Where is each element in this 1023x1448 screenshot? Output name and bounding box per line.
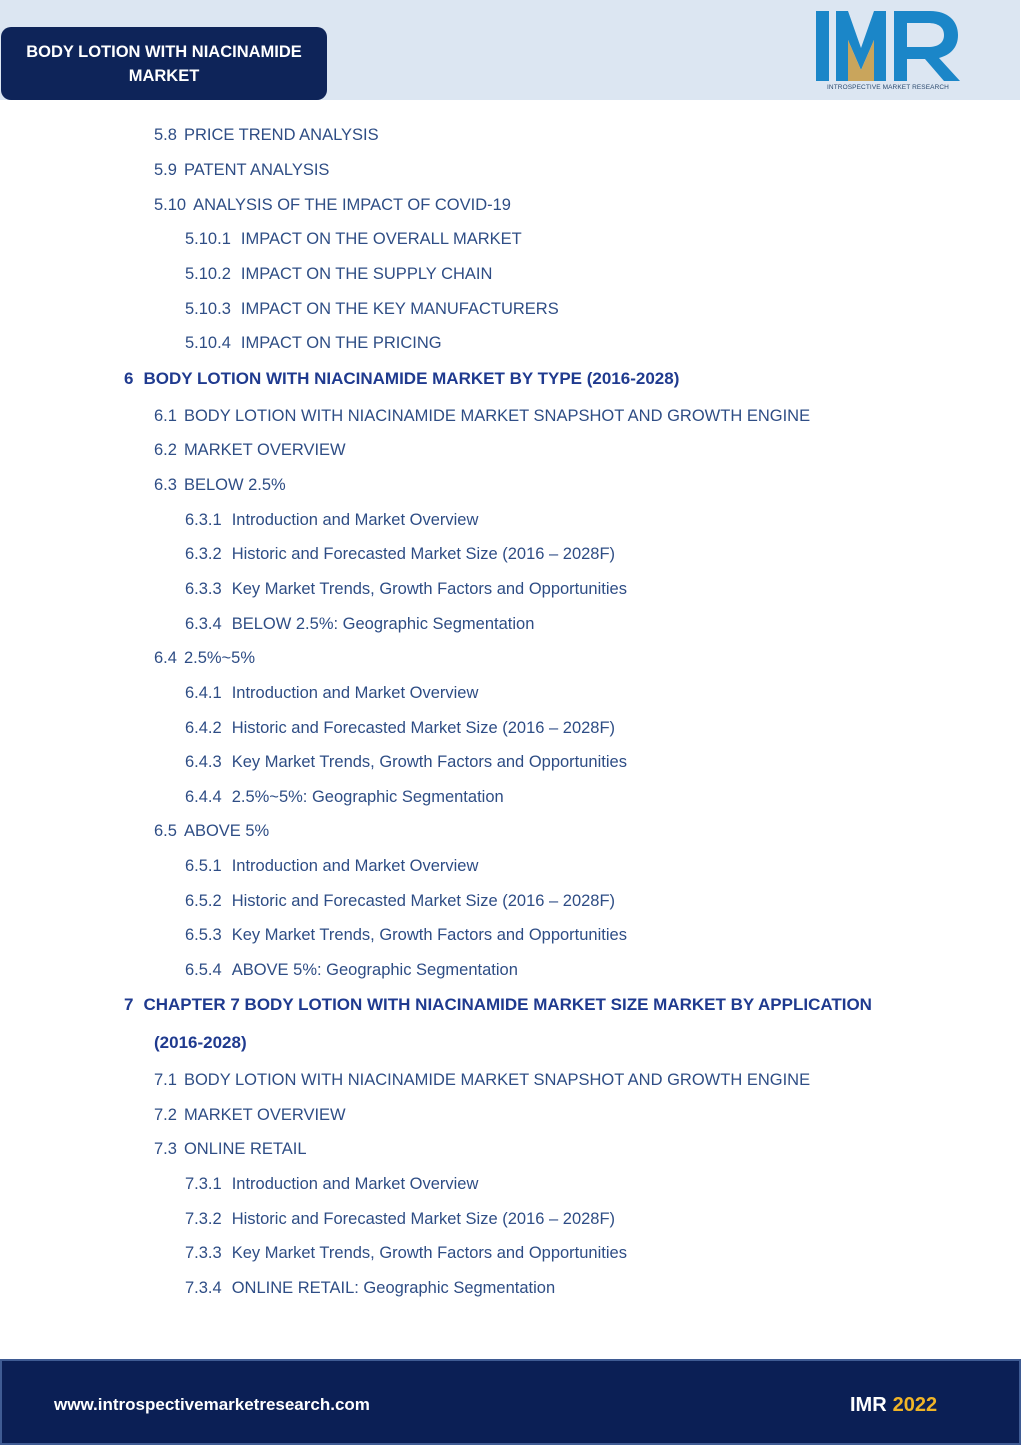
- toc-entry-title: ABOVE 5%: [183, 822, 270, 840]
- toc-entry[interactable]: [154, 474, 286, 496]
- toc-entry-title: MARKET OVERVIEW: [183, 441, 346, 459]
- toc-entry-title: 2.5%~5%: Geographic Segmentation: [231, 788, 504, 806]
- toc-entry-title: Introduction and Market Overview: [231, 1175, 479, 1193]
- toc-entry-title: Key Market Trends, Growth Factors and Opportunities: [231, 580, 627, 598]
- report-title-line1: BODY LOTION WITH NIACINAMIDE: [26, 42, 302, 61]
- toc-entry-title: Introduction and Market Overview: [231, 511, 479, 529]
- toc-entry-number: 7.2: [154, 1106, 177, 1124]
- toc-entry-title: CHAPTER 7 BODY LOTION WITH NIACINAMIDE MARKET SIZE MARKET BY APPLICATION: [143, 995, 872, 1014]
- toc-entry-number: 7.3.2: [185, 1210, 222, 1228]
- toc-entry-number: 6.4: [154, 649, 177, 667]
- toc-entry[interactable]: [154, 405, 810, 427]
- toc-entry[interactable]: [185, 1242, 627, 1264]
- toc-entry-title: BODY LOTION WITH NIACINAMIDE MARKET SNAPSHOT AND GROWTH ENGINE: [183, 1071, 811, 1089]
- toc-entry-number: 7.3.4: [185, 1279, 222, 1297]
- toc-entry[interactable]: [154, 1104, 346, 1126]
- toc-entry-number: 7.3.3: [185, 1244, 222, 1262]
- toc-entry-number: 6.3.3: [185, 580, 222, 598]
- toc-entry[interactable]: [185, 543, 615, 565]
- toc-entry-number: 5.10.1: [185, 230, 231, 248]
- toc-entry-number: 6.5.2: [185, 892, 222, 910]
- report-title-box: [1, 27, 327, 100]
- toc-entry-title: Introduction and Market Overview: [231, 857, 479, 875]
- toc-entry[interactable]: [154, 159, 329, 181]
- toc-entry-number: 6.4.3: [185, 753, 222, 771]
- toc-entry[interactable]: [154, 647, 255, 669]
- toc-entry-number: 6.4.1: [185, 684, 222, 702]
- toc-entry[interactable]: [185, 1208, 615, 1230]
- toc-entry[interactable]: [185, 1173, 478, 1195]
- toc-entry[interactable]: [185, 578, 627, 600]
- report-title-line2: MARKET: [128, 66, 200, 85]
- toc-entry-number: 6.4.2: [185, 719, 222, 737]
- toc-entry-title: IMPACT ON THE KEY MANUFACTURERS: [240, 300, 559, 318]
- toc-entry[interactable]: [185, 332, 442, 354]
- toc-entry-title: Historic and Forecasted Market Size (2016 – 2028F): [231, 892, 616, 910]
- toc-entry-number: 6.3.1: [185, 511, 222, 529]
- toc-entry-title: PATENT ANALYSIS: [183, 161, 330, 179]
- toc-entry-number: 6.3.4: [185, 615, 222, 633]
- toc-entry-title: (2016-2028): [154, 1033, 247, 1052]
- toc-entry-title: PRICE TREND ANALYSIS: [183, 126, 379, 144]
- toc-entry-title: Key Market Trends, Growth Factors and Opportunities: [231, 926, 627, 944]
- toc-entry[interactable]: [124, 994, 872, 1016]
- toc-entry[interactable]: [185, 1277, 555, 1299]
- toc-entry-number: 7.3.1: [185, 1175, 222, 1193]
- toc-entry-title: Historic and Forecasted Market Size (2016 – 2028F): [231, 719, 616, 737]
- toc-entry-title: BODY LOTION WITH NIACINAMIDE MARKET SNAPSHOT AND GROWTH ENGINE: [183, 407, 811, 425]
- toc-entry-title: ABOVE 5%: Geographic Segmentation: [231, 961, 518, 979]
- toc-entry[interactable]: [124, 368, 679, 390]
- toc-entry-title: Historic and Forecasted Market Size (2016 – 2028F): [231, 545, 616, 563]
- toc-entry-number: 5.9: [154, 161, 177, 179]
- toc-entry-number: 7.3: [154, 1140, 177, 1158]
- toc-entry[interactable]: [185, 682, 478, 704]
- toc-entry[interactable]: [185, 509, 478, 531]
- toc-entry[interactable]: [185, 263, 492, 285]
- toc-entry-number: 6.5.3: [185, 926, 222, 944]
- toc-entry-title: BELOW 2.5%: [183, 476, 286, 494]
- toc-entry-number: 7.1: [154, 1071, 177, 1089]
- toc-entry-title: IMPACT ON THE OVERALL MARKET: [240, 230, 522, 248]
- toc-entry-number: 6.3.2: [185, 545, 222, 563]
- imr-logo-mark: [812, 8, 964, 84]
- toc-entry-number: 6: [124, 369, 134, 388]
- toc-entry[interactable]: [154, 820, 269, 842]
- toc-entry[interactable]: [185, 751, 627, 773]
- toc-entry-number: 6.2: [154, 441, 177, 459]
- toc-entry[interactable]: [154, 124, 379, 146]
- toc-entry[interactable]: [185, 890, 615, 912]
- toc-entry-number: 6.5.1: [185, 857, 222, 875]
- toc-entry-number: 5.10.3: [185, 300, 231, 318]
- toc-entry-title: Key Market Trends, Growth Factors and Opportunities: [231, 1244, 627, 1262]
- footer-bar: [0, 1359, 1021, 1445]
- toc-entry-number: 5.10.2: [185, 265, 231, 283]
- toc-entry-title: BODY LOTION WITH NIACINAMIDE MARKET BY TYPE (2016-2028): [143, 369, 680, 388]
- toc-entry-number: 6.1: [154, 407, 177, 425]
- toc-entry-number: 7: [124, 995, 134, 1014]
- toc-entry[interactable]: [185, 786, 504, 808]
- toc-entry[interactable]: [154, 1138, 307, 1160]
- toc-entry-number: 6.4.4: [185, 788, 222, 806]
- toc-entry[interactable]: [185, 298, 559, 320]
- footer-website-link[interactable]: www.introspectivemarketresearch.com: [54, 1395, 370, 1414]
- toc-entry-title: ONLINE RETAIL: [183, 1140, 307, 1158]
- toc-entry-number: 6.5.4: [185, 961, 222, 979]
- toc-entry-title: BELOW 2.5%: Geographic Segmentation: [231, 615, 535, 633]
- logo-caption: INTROSPECTIVE MARKET RESEARCH: [827, 84, 949, 91]
- toc-entry-number: 5.10: [154, 196, 187, 214]
- toc-entry[interactable]: [185, 924, 627, 946]
- toc-entry[interactable]: [154, 439, 346, 461]
- toc-entry-number: 5.10.4: [185, 334, 231, 352]
- toc-entry-number: 5.8: [154, 126, 177, 144]
- toc-entry[interactable]: [154, 1032, 247, 1054]
- footer-brand: [850, 1394, 937, 1417]
- toc-entry-title: IMPACT ON THE PRICING: [240, 334, 442, 352]
- toc-entry-number: 6.3: [154, 476, 177, 494]
- toc-entry-title: Introduction and Market Overview: [231, 684, 479, 702]
- toc-entry[interactable]: [185, 855, 478, 877]
- footer-year: 2022: [892, 1394, 938, 1416]
- toc-entry[interactable]: [154, 194, 511, 216]
- toc-entry-title: MARKET OVERVIEW: [183, 1106, 346, 1124]
- toc-entry[interactable]: [154, 1069, 810, 1091]
- toc-entry-title: Historic and Forecasted Market Size (2016 – 2028F): [231, 1210, 616, 1228]
- toc-entry[interactable]: [185, 228, 522, 250]
- toc-entry-title: ONLINE RETAIL: Geographic Segmentation: [231, 1279, 556, 1297]
- toc-entry-title: IMPACT ON THE SUPPLY CHAIN: [240, 265, 493, 283]
- toc-entry-number: 6.5: [154, 822, 177, 840]
- footer-brand-name: IMR: [850, 1394, 887, 1416]
- toc-entry-title: Key Market Trends, Growth Factors and Opportunities: [231, 753, 627, 771]
- toc-entry[interactable]: [185, 959, 518, 981]
- toc-entry-title: 2.5%~5%: [183, 649, 256, 667]
- toc-entry[interactable]: [185, 613, 534, 635]
- toc-entry[interactable]: [185, 717, 615, 739]
- imr-logo: [812, 8, 964, 96]
- toc-entry-title: ANALYSIS OF THE IMPACT OF COVID-19: [193, 196, 511, 214]
